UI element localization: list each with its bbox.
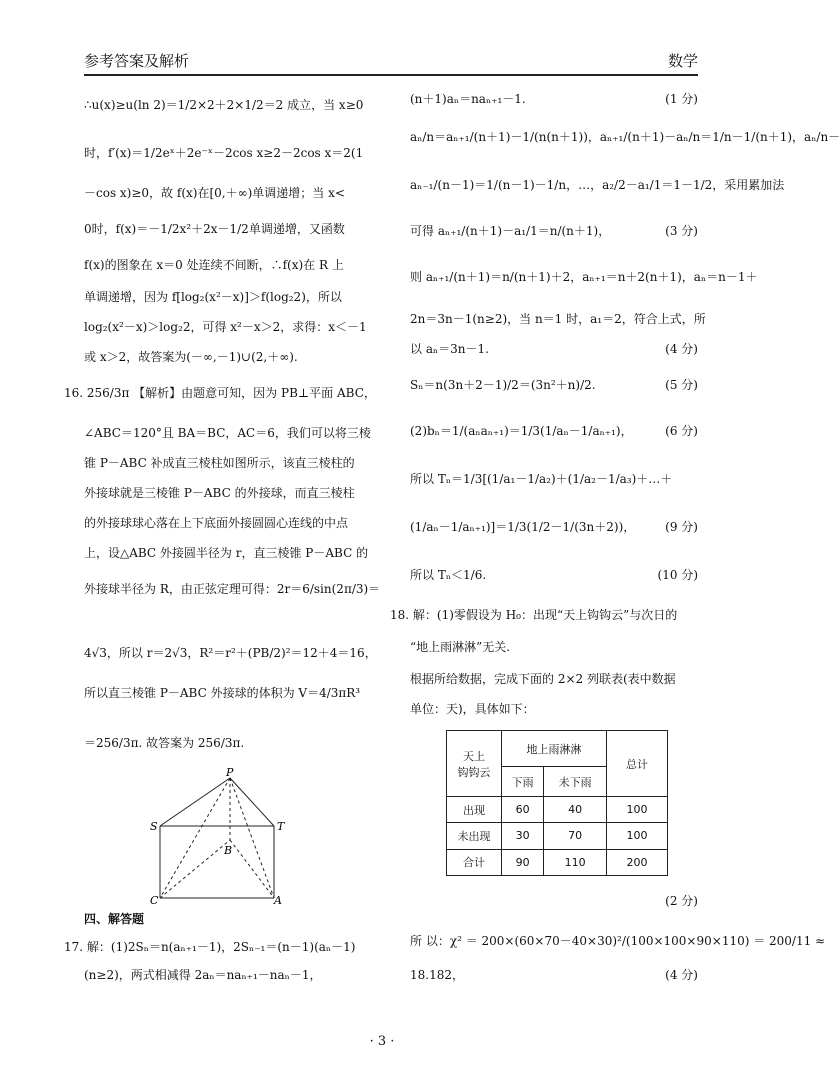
left-line: 或 x＞2，故答案为(－∞,－1)∪(2,＋∞).: [84, 350, 298, 364]
table-row: 未出现 30 70 100: [447, 823, 668, 849]
left-line: ∴u(x)≥u(ln 2)＝1/2×2＋2×1/2＝2 成立，当 x≥0: [84, 98, 364, 112]
right-line: 可得 aₙ₊₁/(n＋1)－a₁/1＝n/(n＋1)， (3 分): [410, 224, 698, 238]
prism-figure: [146, 766, 296, 907]
left-line-q16: 16. 256/3π 【解析】由题意可知，因为 PB⊥平面 ABC，: [64, 386, 376, 400]
left-line-q17: 17. 解：(1)2Sₙ＝n(aₙ₊₁－1)，2Sₙ₋₁＝(n－1)(aₙ－1): [64, 940, 356, 954]
section-title: 四、解答题: [84, 912, 145, 926]
right-line: 所以 Tₙ＜1/6. (10 分): [410, 568, 698, 582]
left-line: (n≥2)，两式相减得 2aₙ＝naₙ₊₁－naₙ－1，: [84, 968, 322, 982]
contingency-table: [446, 730, 668, 876]
right-line: aₙ₋₁/(n－1)＝1/(n－1)－1/n，…，a₂/2－a₁/1＝1－1/2，采用累加法: [410, 178, 785, 192]
score: (4 分): [665, 968, 698, 982]
label-C: C: [150, 894, 159, 907]
left-line: 锥 P－ABC 补成直三棱柱如图所示，该直三棱柱的: [84, 456, 355, 470]
page-number: · 3 ·: [369, 1034, 395, 1049]
right-line: (2)bₙ＝1/(aₙaₙ₊₁)＝1/3(1/aₙ－1/aₙ₊₁)， (6 分): [410, 424, 698, 438]
table-header-sky: 天上 钩钩云: [447, 731, 502, 797]
header-left-title: 参考答案及解析: [84, 52, 190, 70]
right-line: 18.182， (4 分): [410, 968, 698, 982]
right-line: “地上雨淋淋”无关.: [410, 640, 511, 654]
table-row: 出现 60 40 100: [447, 797, 668, 823]
right-line-q18: 18. 解：(1)零假设为 H₀：出现“天上钩钩云”与次日的: [390, 608, 678, 622]
score: (10 分): [657, 568, 698, 582]
right-line: (n＋1)aₙ＝naₙ₊₁－1. (1 分): [410, 92, 698, 106]
score: (5 分): [665, 378, 698, 392]
table-row: 合计 90 110 200: [447, 849, 668, 875]
score: (9 分): [665, 520, 698, 534]
score: (1 分): [665, 92, 698, 106]
left-line: log₂(x²－x)＞log₂2，可得 x²－x＞2，求得：x＜－1: [84, 320, 367, 334]
right-line: Sₙ＝n(3n＋2－1)/2＝(3n²＋n)/2. (5 分): [410, 378, 698, 392]
table-header-rain-no: 未下雨: [544, 767, 607, 797]
right-line: 2n＝3n－1(n≥2)，当 n＝1 时，a₁＝2，符合上式，所: [410, 312, 706, 326]
score: (4 分): [665, 342, 698, 356]
left-line: 外接球半径为 R，由正弦定理可得：2r＝6/sin(2π/3)＝: [84, 582, 381, 596]
score: (3 分): [665, 224, 698, 238]
right-line: 单位：天)，具体如下：: [410, 702, 535, 716]
left-line: －cos x)≥0，故 f(x)在[0,＋∞)单调递增；当 x<: [84, 186, 345, 200]
left-line: ∠ABC＝120°且 BA＝BC，AC＝6，我们可以将三棱: [84, 426, 371, 440]
score: (6 分): [665, 424, 698, 438]
left-line: 外接球就是三棱锥 P－ABC 的外接球，而直三棱柱: [84, 486, 355, 500]
right-line: 以 aₙ＝3n－1. (4 分): [410, 342, 698, 356]
left-line: f(x)的图象在 x＝0 处连续不间断，∴f(x)在 R 上: [84, 258, 344, 272]
page-header: [84, 48, 698, 76]
header-subject: 数学: [667, 52, 698, 70]
right-line: 则 aₙ₊₁/(n＋1)＝n/(n＋1)＋2，aₙ₊₁＝n＋2(n＋1)，aₙ＝n－1＋: [410, 270, 758, 284]
label-S: S: [150, 820, 158, 833]
left-line: 时，f′(x)＝1/2eˣ＋2e⁻ˣ－2cos x≥2－2cos x＝2(1: [84, 146, 364, 160]
table-header-rain-yes: 下雨: [502, 767, 544, 797]
label-T: T: [277, 820, 285, 833]
table-header-rain: 地上雨淋淋: [502, 731, 607, 767]
left-line: 的外接球球心落在上下底面外接圆圆心连线的中点: [84, 516, 349, 530]
right-line: 根据所给数据，完成下面的 2×2 列联表(表中数据: [410, 672, 676, 686]
label-B: B: [224, 844, 233, 857]
right-line: (1/aₙ－1/aₙ₊₁)]＝1/3(1/2－1/(3n＋2))， (9 分): [410, 520, 698, 534]
right-line: 所 以：χ² ＝ 200×(60×70－40×30)²/(100×100×90×110) ＝ 200/11 ≈: [410, 934, 826, 948]
left-line: ＝256/3π. 故答案为 256/3π.: [84, 736, 245, 750]
left-line: 上，设△ABC 外接圆半径为 r，直三棱锥 P－ABC 的: [84, 546, 369, 560]
right-line: aₙ/n＝aₙ₊₁/(n＋1)－1/(n(n＋1))，aₙ₊₁/(n＋1)－aₙ/n＝1/n－1/(n＋1)，aₙ/n－: [410, 130, 840, 144]
left-line: 4√3，所以 r＝2√3，R²＝r²＋(PB/2)²＝12＋4＝16，: [84, 646, 377, 660]
right-line: 所以 Tₙ＝1/3[(1/a₁－1/a₂)＋(1/a₂－1/a₃)＋…＋: [410, 472, 673, 486]
left-line: 0时，f(x)＝－1/2x²＋2x－1/2单调递增，又函数: [84, 222, 345, 236]
label-P: P: [226, 766, 234, 779]
label-A: A: [274, 894, 282, 907]
left-line: 单调递增，因为 f[log₂(x²－x)]＞f(log₂2)，所以: [84, 290, 342, 304]
score: (2 分): [665, 894, 698, 908]
left-line: 所以直三棱锥 P－ABC 外接球的体积为 V＝4/3πR³: [84, 686, 361, 700]
table-header-total: 总计: [607, 731, 668, 797]
